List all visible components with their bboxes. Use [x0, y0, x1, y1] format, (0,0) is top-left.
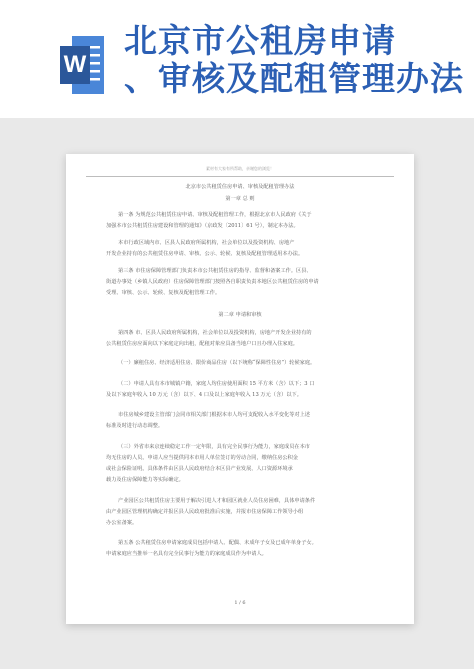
paragraph-line: 开发企业持有的公共租赁住房申请、审核、公示、轮候、复核及配租管理适用本办法。 [106, 251, 304, 257]
paragraph-line: 受理、审核、公示、轮候、复核及配租管理工作。 [106, 290, 221, 296]
paragraph-line: 由产业园区管理机构确定并报区县人民政府批准后实施，并报市住房保障工作领导小组 [106, 509, 304, 515]
paragraph-line: 均无住房的人员。申请人应当提供同本市用人单位签订的劳动合同，缴纳住房公积金 [106, 455, 298, 461]
title-line-1: 北京市公租房申请 [124, 21, 396, 60]
paragraph-line: 载力及住房保障能力等实际确定。 [106, 477, 184, 483]
paragraph-line: 产业园区公共租赁住房主要用于解决引进人才和园区就业人员住房困难，具体申请条件 [118, 498, 316, 504]
paragraph-line: 第四条 市、区县人民政府所属机构，社会单位以及投资机构，房地产开发企业持有的 [118, 330, 312, 336]
paragraph-line: 标准及时进行动态调整。 [106, 423, 164, 429]
document-page [66, 154, 414, 624]
page-title [124, 22, 474, 98]
chapter-heading: 第一章 总 则 [225, 196, 255, 202]
paragraph-line: 第五条 公共租赁住房申请家庭成员包括申请人、配偶、未成年子女及已成年单身子女。 [118, 540, 317, 546]
word-icon-letter: W [63, 51, 87, 78]
paragraph-line: 申请家庭应当推举一名具有完全民事行为能力的家庭成员作为申请人。 [106, 551, 267, 557]
paragraph-line: 第三条 市住房保障管理部门负责本市公共租赁住房的指导、监督和备案工作。区县、 [118, 268, 312, 274]
paragraph-line: 或社会保险证明。具体条件由区县人民政府结合本区县产业发展、人口资源环境承 [106, 466, 293, 472]
document-preview-area [0, 118, 474, 669]
chapter-heading: 第二章 申请和审核 [218, 312, 262, 318]
header-divider [86, 176, 394, 177]
word-document-icon [60, 36, 104, 94]
paragraph-line: 本市行政区域内市、区县人民政府所属机构，社会单位以及投资机构、房地产 [118, 240, 295, 246]
paragraph-line: （三）外省市来京连续稳定工作一定年限，具有完全民事行为能力，家庭成员在本市 [118, 444, 310, 450]
paragraph-line: （二）申请人具有本市城镇户籍，家庭人均住房使用面积 15 平方米（含）以下；3 口 [118, 381, 315, 387]
paragraph-line: （一）廉租住房、经济适用住房、限价商品住房（以下统称“保障性住房”）轮候家庭。 [118, 360, 316, 366]
paragraph-line: 办公室备案。 [106, 520, 138, 526]
paragraph-line: 及以下家庭年收入 10 万元（含）以下、4 口及以上家庭年收入 13 万元（含）以下。 [106, 392, 302, 398]
paragraph-line: 公共租赁住房应面向以下家庭定向出租，配租对象应具备当地户口且办理入住家庭。 [106, 341, 298, 347]
paragraph-line: 市住房城乡建设主管部门会同市相关部门根据本市人均可支配收入水平变化等对上述 [118, 412, 310, 418]
header-banner [0, 0, 474, 118]
title-line-2: 、审核及配租管理办法 [124, 59, 464, 98]
document-hint: 素材有大家有所帮助，亲谢您的浏览！ [206, 166, 274, 171]
paragraph-line: 街道办事处（乡镇人民政府）住房保障管理部门按照各自职责负责本地区公共租赁住房的申请 [106, 279, 319, 285]
page-number: 1 / 6 [234, 600, 246, 606]
paragraph-line: 加强本市公共租赁住房建设和管理的通知》（京政发〔2011〕61 号），制定本办法。 [106, 223, 299, 229]
document-title: 北京市公共租赁住房申请、审核及配租管理办法 [185, 184, 295, 190]
paragraph-line: 第一条 为规范公共租赁住房申请、审核及配租管理工作，根据北京市人民政府《关于 [118, 212, 312, 218]
